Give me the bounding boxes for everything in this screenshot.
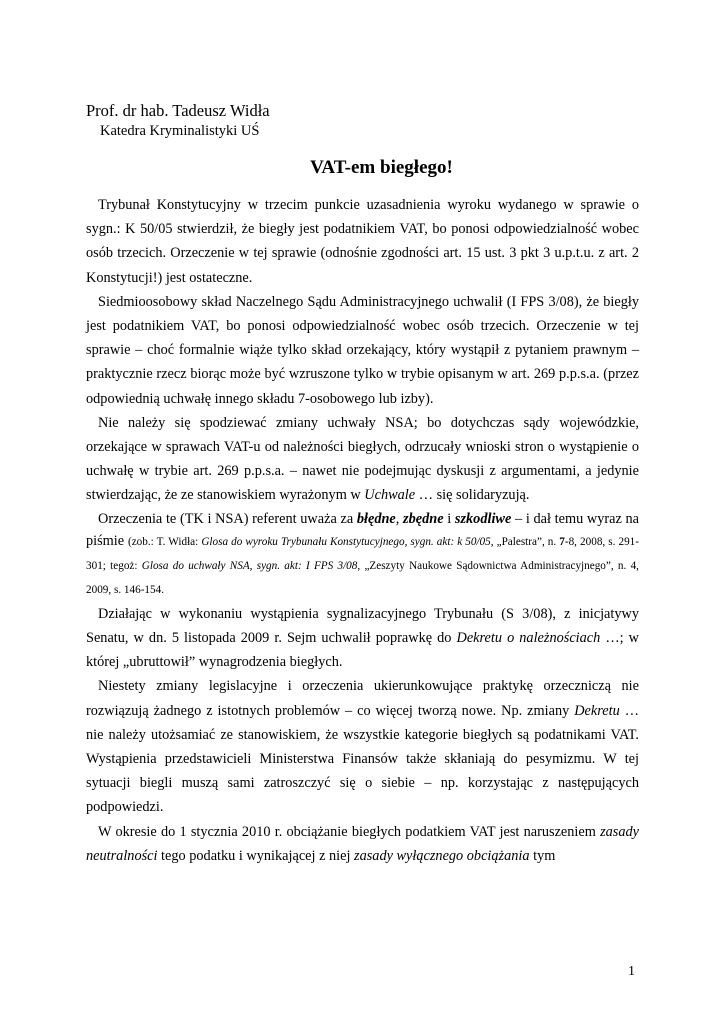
- emphasis-szkodliwe: szkodliwe: [454, 510, 512, 527]
- paragraph-7-emphasis-1: zasady neutralności: [86, 823, 639, 864]
- paragraph-6: [86, 674, 639, 819]
- paragraph-5: [86, 602, 639, 675]
- citation-part-3: -8, 2008, s. 291-301; tegoż:: [86, 536, 639, 573]
- paragraph-7: [86, 820, 639, 868]
- paragraph-6-text-2: … nie należy utożsamiać ze stanowiskiem, że wszystkie kategorie biegłych są podatnikami VAT. Wystąpienia przedstawicieli Ministerstwa Finansów także skłaniają do pesymizmu. W tej sytuacji biegli muszą sami zatroszczyć się o siebie – np. korzystając z następujących podpowiedzi.: [86, 702, 639, 816]
- paragraph-4-text-1: Orzeczenia te (TK i NSA) referent uważa za: [98, 510, 357, 527]
- page-number: 1: [628, 964, 635, 979]
- paragraph-7-emphasis-2: zasady wyłącznego obciążania: [354, 847, 530, 864]
- paragraph-6-emphasis: Dekretu: [574, 702, 620, 719]
- paragraph-7-text-3: tym: [529, 847, 556, 864]
- citation-title-1: Glosa do wyroku Trybunału Konstytucyjnego, sygn. akt: k 50/05: [201, 536, 491, 549]
- author-affiliation: Katedra Kryminalistyki UŚ: [100, 123, 260, 139]
- paragraph-3-emphasis: Uchwale: [364, 487, 416, 504]
- document-body: [86, 193, 639, 868]
- citation-part-1: (zob.: T. Widła:: [127, 536, 202, 549]
- paragraph-5-text-2: …; w której „ubruttowił” wynagrodzenia biegłych.: [86, 630, 639, 671]
- paragraph-7-text-1: W okresie do 1 stycznia 2010 r. obciążanie biegłych podatkiem VAT jest naruszeniem: [98, 823, 601, 840]
- paragraph-2: Siedmioosobowy skład Naczelnego Sądu Administracyjnego uchwalił (I FPS 3/08), że biegły jest podatnikiem VAT, bo ponosi odpowiedzialność wobec osób trzecich. Orzeczenie w tej sprawie – choć formalnie wiąże tylko skład orzekający, który wystąpił z pytaniem prawnym – praktycznie rzecz biorąc może być wzruszone tylko w trybie opisanym w art. 269 p.p.s.a. (przez odpowiednią uchwałę innego składu 7-osobowego lub izby).: [86, 293, 639, 407]
- paragraph-1: Trybunał Konstytucyjny w trzecim punkcie uzasadnienia wyroku wydanego w sprawie o sygn.: K 50/05 stwierdził, że biegły jest podatnikiem VAT, bo ponosi odpowiedzialność wobec osób trzecich. Orzeczenie w tej sprawie (odnośnie zgodności art. 15 ust. 3 pkt 3 u.p.t.u. z art. 2 Konstytucji!) jest ostateczne.: [86, 197, 639, 286]
- paragraph-6-text-1: Niestety zmiany legislacyjne i orzeczenia ukierunkowujące praktykę orzeczniczą nie rozwiązują żadnego z istotnych problemów – co więcej tworzą nowe. Np. zmiany: [86, 678, 639, 719]
- paragraph-3-tail: … się solidaryzują.: [415, 487, 530, 504]
- paragraph-4: [86, 508, 639, 602]
- document-title: VAT-em biegłego!: [310, 157, 453, 178]
- citation-part-4: , „Zeszyty Naukowe Sądownictwa Administracyjnego”, n. 4, 2009, s. 146-154.: [86, 560, 639, 597]
- paragraph-4-text-2: – i dał temu wyraz na piśmie: [86, 510, 639, 550]
- paragraph-5-emphasis: Dekretu o należnościach: [456, 630, 601, 647]
- citation-issue: 7: [559, 536, 565, 549]
- citation: [86, 536, 639, 596]
- citation-title-2: Glosa do uchwały NSA, sygn. akt: I FPS 3/08: [141, 560, 358, 573]
- paragraph-5-text-1: Działając w wykonaniu wystąpienia sygnalizacyjnego Trybunału (S 3/08), z inicjatywy Senatu, w dn. 5 listopada 2009 r. Sejm uchwalił poprawkę do: [86, 605, 639, 647]
- paragraph-4-sep-1: ,: [395, 510, 404, 527]
- author-name: Prof. dr hab. Tadeusz Widła: [86, 101, 270, 120]
- paragraph-4-sep-2: i: [443, 510, 455, 527]
- emphasis-bledne: błędne: [356, 510, 396, 527]
- emphasis-zbedne: zbędne: [403, 510, 444, 527]
- paragraph-3-text: Nie należy się spodziewać zmiany uchwały NSA; bo dotychczas sądy wojewódzkie, orzekające w sprawach VAT-u od należności biegłych, odrzucały wnioski stron o wystąpienie o uchwałę w trybie art. 269 p.p.s.a. – nawet nie podejmując dyskusji z argumentami, a jedynie stwierdzając, że ze stanowiskiem wyrażonym w: [86, 414, 639, 504]
- citation-part-2: , „Palestra”, n.: [490, 536, 560, 549]
- paragraph-7-text-2: tego podatku i wynikającej z niej: [157, 847, 355, 864]
- paragraph-3: [86, 411, 639, 508]
